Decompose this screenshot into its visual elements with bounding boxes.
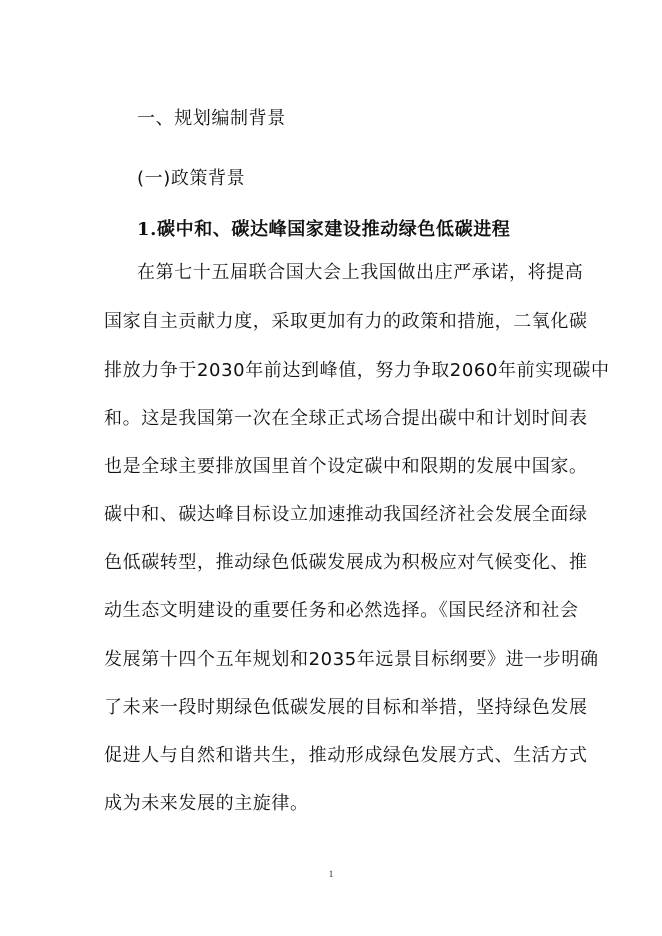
section-heading: 一、规划编制背景 [137,108,286,129]
page-number: 1 [328,869,334,879]
topic-heading: 1.碳中和、碳达峰国家建设推动绿色低碳进程 [137,219,511,240]
paragraph-line: 发展第十四个五年规划和2035年远景目标纲要》进一步明确 [104,649,599,670]
subsection-heading: (一)政策背景 [137,168,246,189]
paragraph-line: 国家自主贡献力度，采取更加有力的政策和措施，二氧化碳 [104,311,588,332]
paragraph-line: 和。这是我国第一次在全球正式场合提出碳中和计划时间表 [104,408,588,429]
paragraph-line: 成为未来发展的主旋律。 [104,793,309,814]
paragraph-line: 在第七十五届联合国大会上我国做出庄严承诺，将提高 [137,262,584,283]
paragraph-line: 促进人与自然和谐共生，推动形成绿色发展方式、生活方式 [104,745,588,766]
paragraph-line: 也是全球主要排放国里首个设定碳中和限期的发展中国家。 [104,456,588,477]
paragraph-line: 碳中和、碳达峰目标设立加速推动我国经济社会发展全面绿 [104,504,588,525]
paragraph-line: 色低碳转型，推动绿色低碳发展成为积极应对气候变化、推 [104,552,588,573]
paragraph-line: 动生态文明建设的重要任务和必然选择。《国民经济和社会 [104,600,579,621]
paragraph-line: 了未来一段时期绿色低碳发展的目标和举措，坚持绿色发展 [104,697,588,718]
paragraph-line: 排放力争于2030年前达到峰值，努力争取2060年前实现碳中 [104,360,610,381]
